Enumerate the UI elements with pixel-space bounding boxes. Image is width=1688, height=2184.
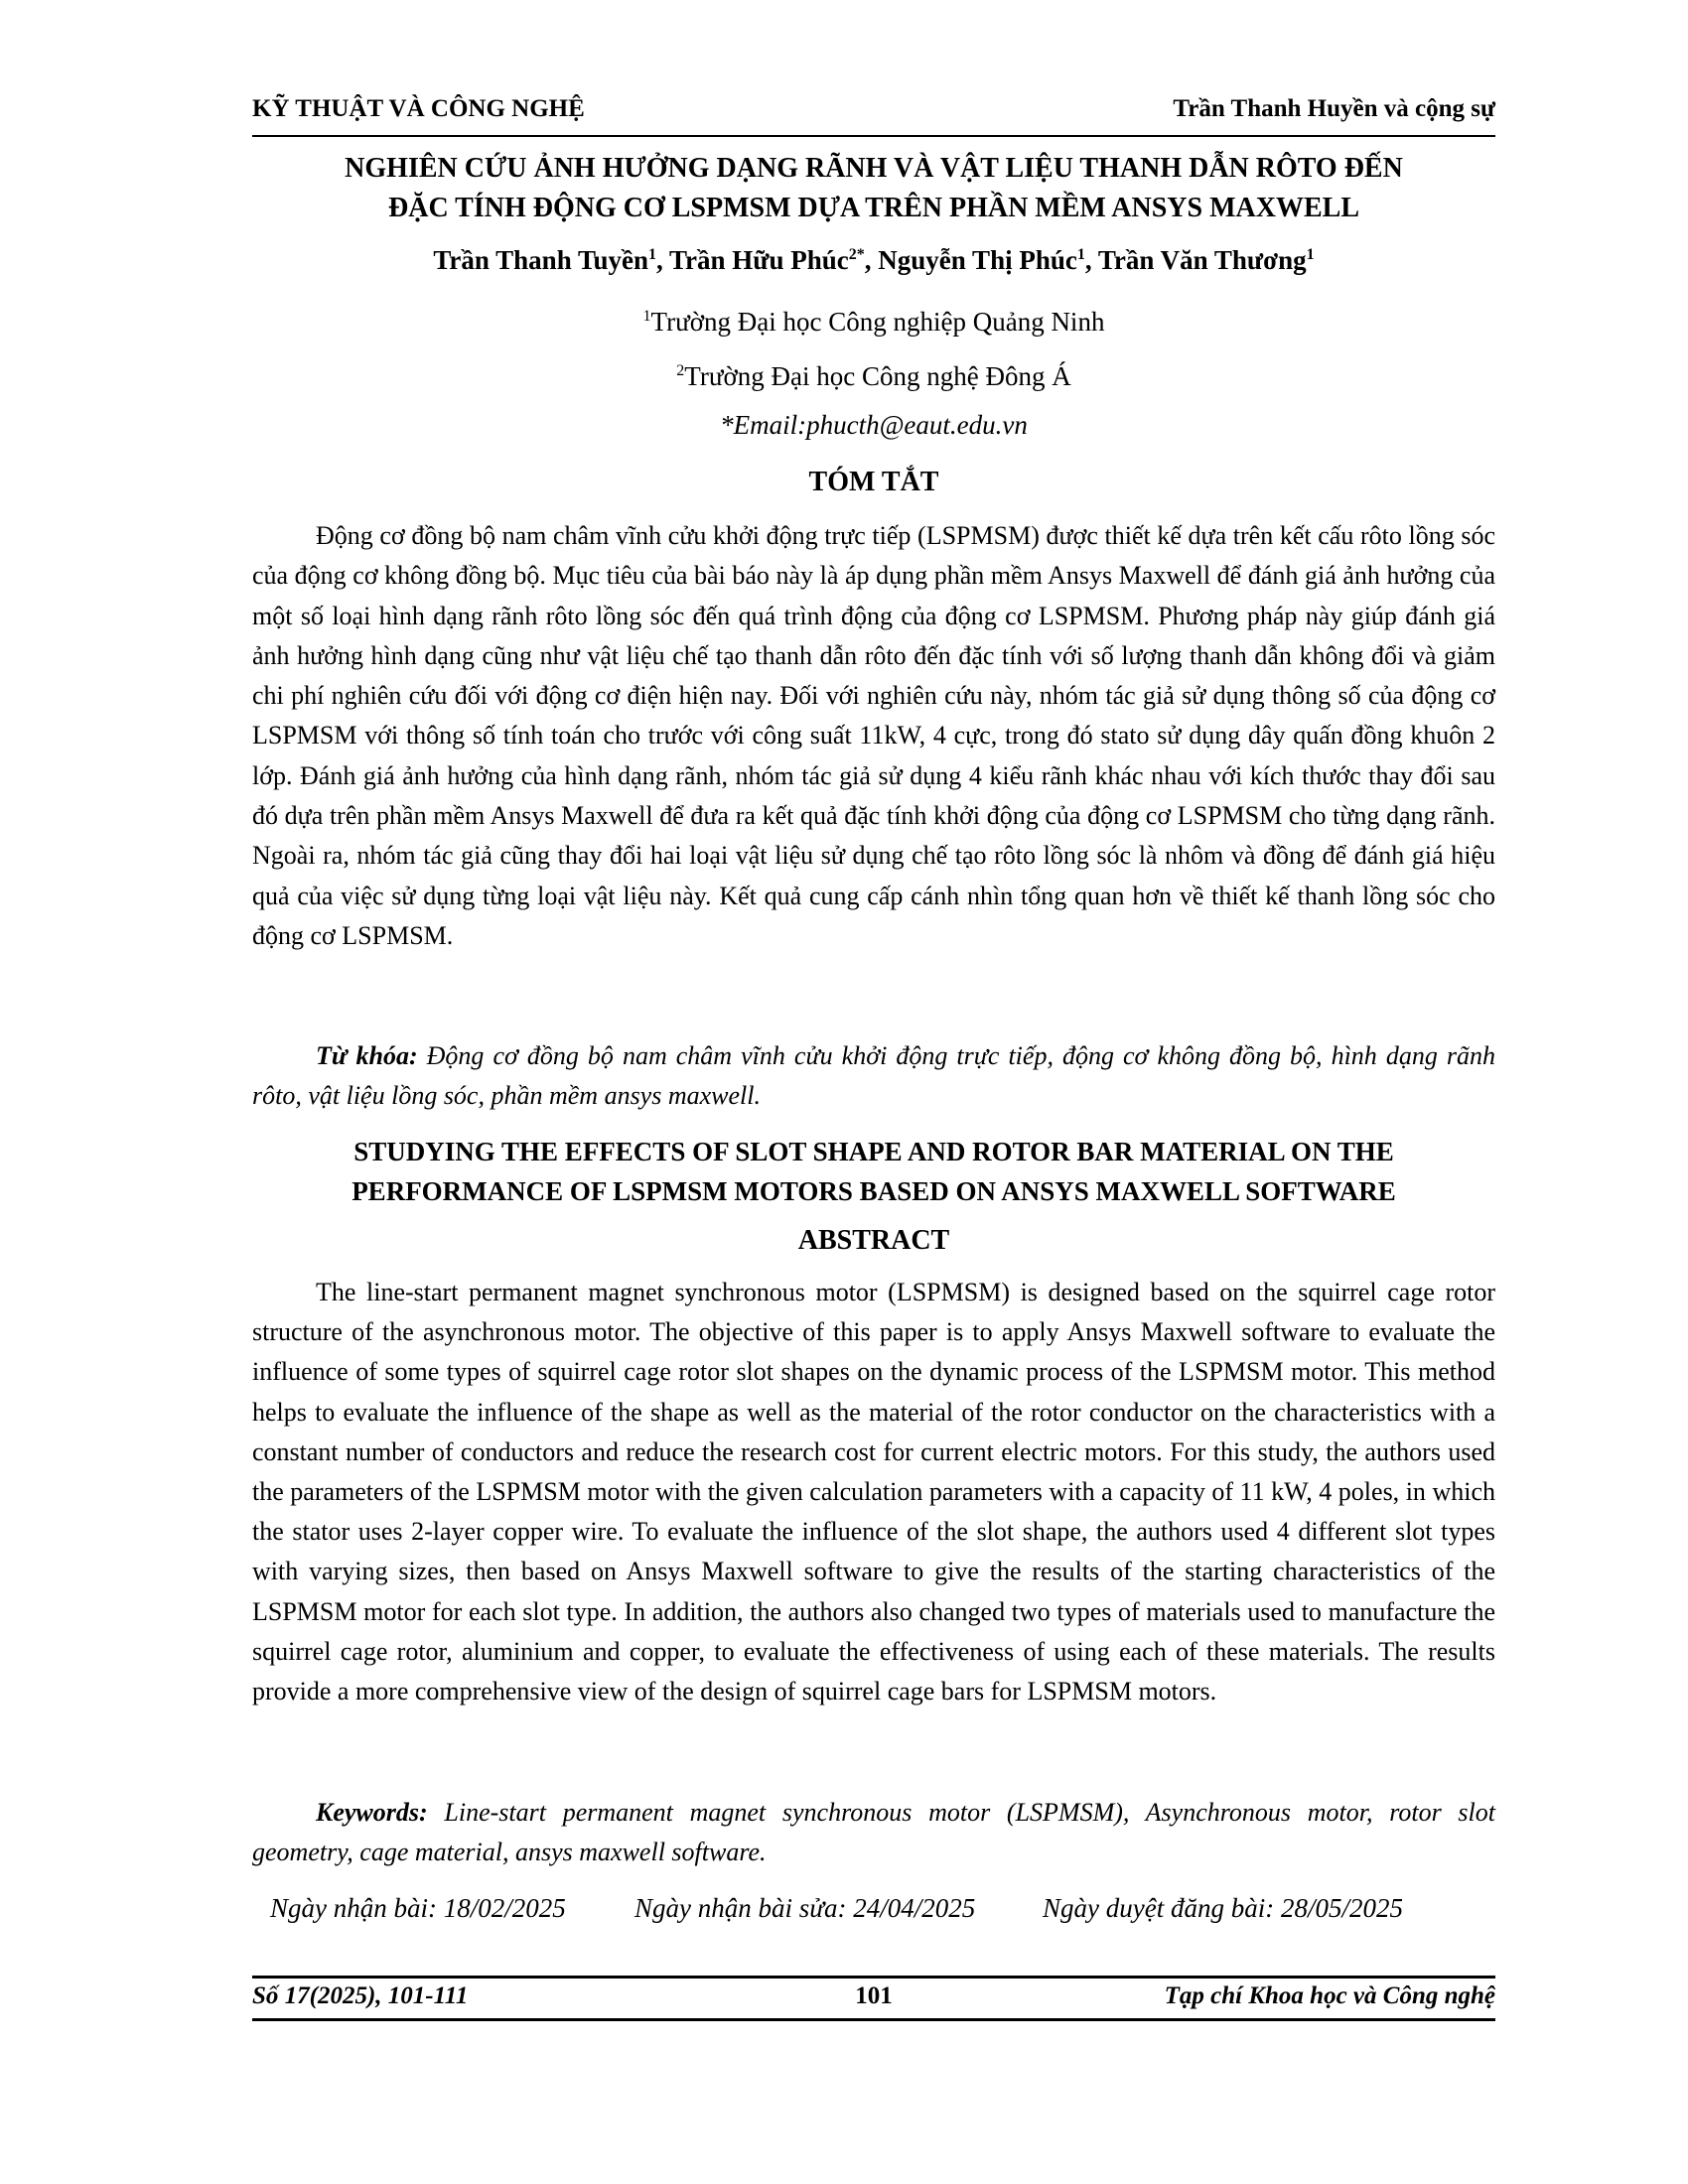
header-section-label: KỸ THUẬT VÀ CÔNG NGHỆ	[252, 95, 585, 122]
author-name: Trần Thanh Tuyền	[433, 245, 649, 275]
paper-title-vi	[252, 149, 1495, 228]
author-separator: ,	[1084, 245, 1098, 275]
author-name: Nguyễn Thị Phúc	[878, 245, 1077, 275]
issue-info: Số 17(2025), 101-111	[252, 1982, 469, 2009]
title-vi-line-1: NGHIÊN CỨU ẢNH HƯỞNG DẠNG RÃNH VÀ VẬT LIỆU THANH DẪN RÔTO ĐẾN	[345, 153, 1403, 184]
running-header	[252, 95, 1495, 137]
affiliation-mark: 2	[676, 362, 685, 379]
title-en-line-1: STUDYING THE EFFECTS OF SLOT SHAPE AND ROTOR BAR MATERIAL ON THE	[353, 1137, 1394, 1166]
keywords-en	[252, 1793, 1495, 1872]
title-vi-line-2: ĐẶC TÍNH ĐỘNG CƠ LSPMSM DỰA TRÊN PHẦN MỀM ANSYS MAXWELL	[388, 193, 1359, 223]
header-authors: Trần Thanh Huyền và cộng sự	[1173, 95, 1495, 122]
affiliation-text: Trường Đại học Công nghiệp Quảng Ninh	[650, 307, 1105, 337]
affiliation-1	[252, 300, 1495, 339]
date-revised: Ngày nhận bài sửa: 24/04/2025	[634, 1893, 976, 1923]
abstract-en-heading: ABSTRACT	[797, 1225, 950, 1256]
author-separator: ,	[656, 245, 670, 275]
title-en-line-2: PERFORMANCE OF LSPMSM MOTORS BASED ON ANSYS MAXWELL SOFTWARE	[352, 1176, 1396, 1206]
abstract-vi-text: Động cơ đồng bộ nam châm vĩnh cửu khởi động trực tiếp (LSPMSM) được thiết kế dựa trên kết cấu rôto lồng sóc của động cơ không đồng bộ. Mục tiêu của bài báo này là áp dụng phần mềm Ansys Maxwell để đánh giá ảnh hưởng của một số loại hình dạng rãnh rôto lồng sóc đến quá trình động của động cơ LSPMSM. Phương pháp này giúp đánh giá ảnh hưởng hình dạng cũng như vật liệu chế tạo thanh dẫn rôto đến đặc tính với số lượng thanh dẫn không đổi và giảm chi phí nghiên cứu đối với động cơ điện hiện nay. Đối với nghiên cứu này, nhóm tác giả sử dụng thông số của động cơ LSPMSM với thông số tính toán cho trước với công suất 11kW, 4 cực, trong đó stato sử dụng dây quấn đồng khuôn 2 lớp. Đánh giá ảnh hưởng của hình dạng rãnh, nhóm tác giả sử dụng 4 kiểu rãnh khác nhau với kích thước thay đổi sau đó dựa trên phần mềm Ansys Maxwell để đưa ra kết quả đặc tính khởi động của động cơ LSPMSM cho từng dạng rãnh. Ngoài ra, nhóm tác giả cũng thay đổi hai loại vật liệu sử dụng chế tạo rôto lồng sóc là nhôm và đồng để đánh giá hiệu quả của việc sử dụng từng loại vật liệu này. Kết quả cung cấp cánh nhìn tổng quan hơn về thiết kế thanh lồng sóc cho động cơ LSPMSM.	[252, 521, 1495, 950]
author-affiliation-mark: 2*	[848, 246, 865, 263]
author-name: Trần Văn Thương	[1097, 245, 1307, 275]
keywords-vi	[252, 1036, 1495, 1116]
affiliation-2	[252, 354, 1495, 393]
date-received: Ngày nhận bài: 18/02/2025	[270, 1893, 566, 1923]
keywords-vi-label: Từ khóa:	[316, 1041, 418, 1070]
author-affiliation-mark: 1	[1076, 246, 1085, 263]
author-affiliation-mark: 1	[1306, 246, 1315, 263]
corresponding-email: *Email:phucth@eaut.edu.vn	[720, 410, 1028, 440]
keywords-en-label: Keywords:	[316, 1798, 428, 1827]
page-number: 101	[855, 1982, 893, 2009]
affiliation-text: Trường Đại học Công nghệ Đông Á	[684, 361, 1071, 391]
keywords-en-text: Line-start permanent magnet synchronous motor (LSPMSM), Asynchronous motor, rotor slot geometry, cage material, ansys maxwell software.	[252, 1798, 1495, 1866]
abstract-en-text: The line-start permanent magnet synchronous motor (LSPMSM) is designed based on the squirrel cage rotor structure of the asynchronous motor. The objective of this paper is to apply Ansys Maxwell software to evaluate the influence of some types of squirrel cage rotor slot shapes on the dynamic process of the LSPMSM motor. This method helps to evaluate the influence of the shape as well as the material of the rotor conductor on the characteristics with a constant number of conductors and reduce the research cost for current electric motors. For this study, the authors used the parameters of the LSPMSM motor with the given calculation parameters with a capacity of 11 kW, 4 poles, in which the stator uses 2-layer copper wire. To evaluate the influence of the slot shape, the authors used 4 different slot types with varying sizes, then based on Ansys Maxwell software to give the results of the starting characteristics of the LSPMSM motor for each slot type. In addition, the authors also changed two types of materials used to manufacture the squirrel cage rotor, aluminium and copper, to evaluate the effectiveness of using each of these materials. The results provide a more comprehensive view of the design of squirrel cage bars for LSPMSM motors.	[252, 1278, 1495, 1706]
page-footer	[252, 1976, 1495, 2021]
affiliation-mark: 1	[642, 308, 651, 325]
author-list	[252, 238, 1495, 277]
author-separator: ,	[864, 245, 879, 275]
keywords-vi-text: Động cơ đồng bộ nam châm vĩnh cửu khởi động trực tiếp, động cơ không đồng bộ, hình dạng rãnh rôto, vật liệu lồng sóc, phần mềm ansys maxwell.	[252, 1041, 1495, 1110]
paper-title-en	[252, 1132, 1495, 1211]
author-name: Trần Hữu Phúc	[669, 245, 849, 275]
abstract-vi-heading: TÓM TẮT	[808, 467, 939, 497]
author-affiliation-mark: 1	[648, 246, 657, 263]
journal-name: Tạp chí Khoa học và Công nghệ	[1164, 1982, 1495, 2009]
date-accepted: Ngày duyệt đăng bài: 28/05/2025	[1043, 1893, 1403, 1923]
